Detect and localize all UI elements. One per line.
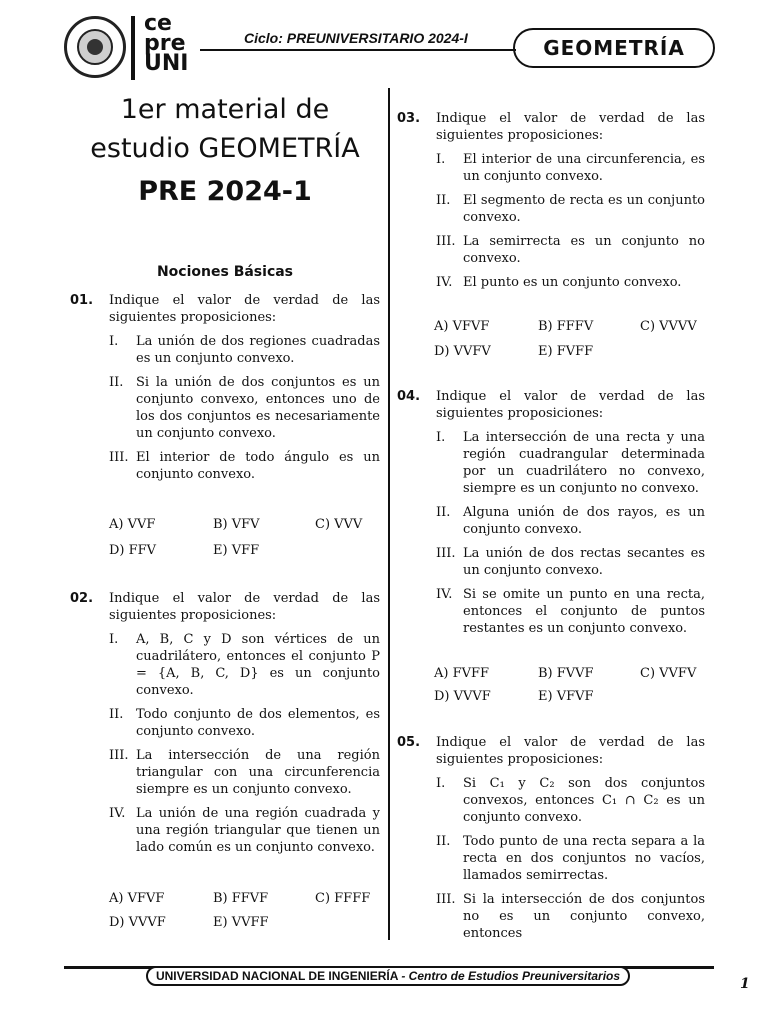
university-seal-logo — [64, 16, 126, 78]
subject-badge: GEOMETRÍA — [513, 28, 715, 68]
option-e: E) VFF — [213, 543, 260, 558]
proposition: II. Si la unión de dos conjuntos es un conjunto convexo, entonces uno de los dos conjuntos es necesariamente un conjunto convexo. — [109, 375, 380, 441]
option-a: A) VVF — [109, 517, 156, 532]
cycle-label: Ciclo: PREUNIVERSITARIO 2024-I — [244, 30, 468, 46]
header-rule — [200, 49, 516, 51]
option-e: E) VFVF — [538, 689, 594, 704]
question-05: 05. Indique el valor de verdad de las siguientes proposiciones: I. Si C₁ y C₂ son dos conjuntos convexos, entonces C₁ ∩ C₂ es un conjunto convexo. II. Todo punto de una recta separa a la recta en dos conjuntos no vacíos, llamados semirrectas. III. Si la intersección de dos conjuntos no es un conjunto convexo, entonces — [397, 735, 705, 941]
proposition: I. La unión de dos regiones cuadradas es un conjunto convexo. — [109, 334, 380, 366]
header-divider — [131, 16, 135, 80]
option-b: B) FFVF — [213, 891, 269, 906]
option-b: B) FFFV — [538, 319, 594, 334]
option-d: D) VVVF — [434, 689, 491, 704]
cepre-uni-logo: ce pre UNI — [144, 11, 189, 76]
proposition: IV. La unión de una región cuadrada y una región triangular que tienen un lado común es un conjunto convexo. — [109, 806, 380, 855]
question-02: 02. Indique el valor de verdad de las siguientes proposiciones: I. A, B, C y D son vértices de un cuadrilátero, entonces el conjunto P = {A, B, C, D} es un conjunto convexo. II. Todo conjunto de dos elementos, es conjunto convexo. III. La intersección de una región triangular con una circunferencia siempre es un conjunto convexo. IV. La unión de una región cuadrada y una región triangular que tienen un lado común es un conjunto convexo. — [70, 591, 380, 855]
proposition: I. A, B, C y D son vértices de un cuadrilátero, entonces el conjunto P = {A, B, C, D} es un conjunto convexo. — [109, 632, 380, 698]
option-d: D) VVFV — [434, 344, 491, 359]
proposition: I. La intersección de una recta y una región cuadrangular determinada por un cuadrilátero no convexo, siempre es un conjunto no convexo. — [436, 430, 705, 496]
option-c: C) VVV — [315, 517, 363, 532]
option-a: A) VFVF — [109, 891, 165, 906]
option-d: D) FFV — [109, 543, 157, 558]
option-c: C) VVFV — [640, 666, 697, 681]
proposition: I. El interior de una circunferencia, es un conjunto convexo. — [436, 152, 705, 184]
option-c: C) FFFF — [315, 891, 371, 906]
section-title: Nociones Básicas — [156, 264, 294, 280]
page-number: 1 — [740, 976, 750, 992]
question-03: 03. Indique el valor de verdad de las siguientes proposiciones: I. El interior de una circunferencia, es un conjunto convexo. II. El segmento de recta es un conjunto convexo. III. La semirrecta es un conjunto no convexo. IV. El punto es un conjunto convexo. — [397, 111, 705, 290]
option-b: B) VFV — [213, 517, 260, 532]
proposition: III. Si la intersección de dos conjuntos no es un conjunto convexo, entonces — [436, 892, 705, 941]
proposition: II. Todo punto de una recta separa a la recta en dos conjuntos no vacíos, llamados semirrectas. — [436, 834, 705, 883]
proposition: III. La intersección de una región triangular con una circunferencia siempre es un conjunto convexo. — [109, 748, 380, 797]
option-d: D) VVVF — [109, 915, 166, 930]
proposition: IV. El punto es un conjunto convexo. — [436, 275, 682, 290]
footer-institution: UNIVERSIDAD NACIONAL DE INGENIERÍA - Centro de Estudios Preuniversitarios — [146, 966, 630, 986]
proposition: III. La unión de dos rectas secantes es un conjunto convexo. — [436, 546, 705, 578]
proposition: II. Alguna unión de dos rayos, es un conjunto convexo. — [436, 505, 705, 537]
option-c: C) VVVV — [640, 319, 697, 334]
option-a: A) FVFF — [434, 666, 490, 681]
proposition: III. La semirrecta es un conjunto no convexo. — [436, 234, 705, 266]
page-header — [0, 0, 768, 90]
question-01: 01. Indique el valor de verdad de las siguientes proposiciones: I. La unión de dos regiones cuadradas es un conjunto convexo. II. Si la unión de dos conjuntos es un conjunto convexo, entonces uno de los dos conjuntos es necesariamente un conjunto convexo. III. El interior de todo ángulo es un conjunto convexo. — [70, 293, 380, 482]
proposition: III. El interior de todo ángulo es un conjunto convexo. — [109, 450, 380, 482]
proposition: IV. Si se omite un punto en una recta, entonces el conjunto de puntos restantes es un conjunto convexo. — [436, 587, 705, 636]
option-b: B) FVVF — [538, 666, 594, 681]
column-divider — [388, 88, 390, 940]
proposition: II. Todo conjunto de dos elementos, es conjunto convexo. — [109, 707, 380, 739]
document-title: 1er material de estudio GEOMETRÍA PRE 2024-1 — [90, 94, 360, 207]
proposition: II. El segmento de recta es un conjunto convexo. — [436, 193, 705, 225]
option-e: E) FVFF — [538, 344, 594, 359]
option-e: E) VVFF — [213, 915, 269, 930]
option-a: A) VFVF — [434, 319, 490, 334]
proposition: I. Si C₁ y C₂ son dos conjuntos convexos, entonces C₁ ∩ C₂ es un conjunto convexo. — [436, 776, 705, 825]
question-04: 04. Indique el valor de verdad de las siguientes proposiciones: I. La intersección de una recta y una región cuadrangular determinada por un cuadrilátero no convexo, siempre es un conjunto no convexo. II. Alguna unión de dos rayos, es un conjunto convexo. III. La unión de dos rectas secantes es un conjunto convexo. IV. Si se omite un punto en una recta, entonces el conjunto de puntos restantes es un conjunto convexo. — [397, 389, 705, 636]
